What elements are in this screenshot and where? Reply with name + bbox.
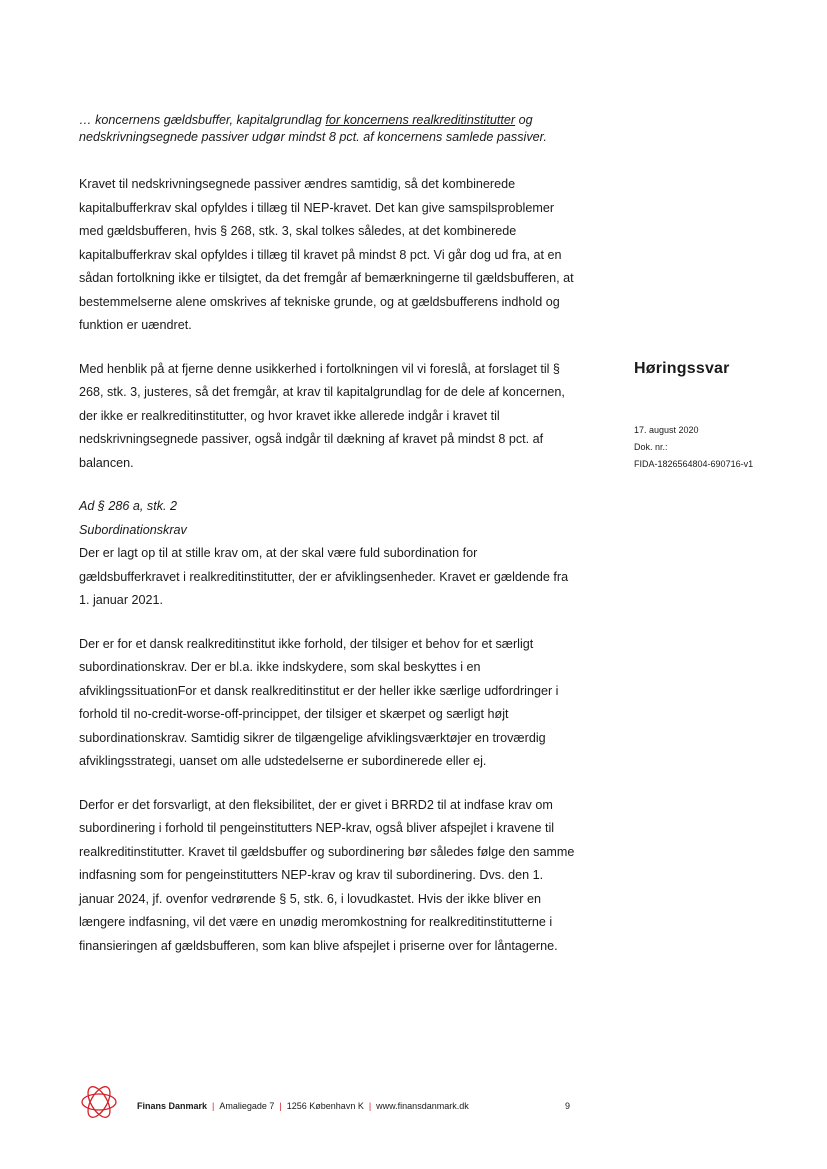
quote-part-1: … koncernens gældsbuffer, kapitalgrundlag bbox=[79, 113, 326, 127]
footer-info bbox=[137, 1101, 469, 1111]
paragraph-2: Med henblik på at fjerne denne usikkerhed i fortolkningen vil vi foreslå, at forslaget til § 268, stk. 3, justeres, så det fremgår, at krav til kapitalgrundlag for de dele af koncernen, der ikke er realkreditinstitutter, og hvor kravet ikke allerede indgår i kravet til nedskrivningsegnede passiver, også indgår til dækning af kravet på mindst 8 pct. af balancen. bbox=[79, 361, 565, 470]
section-heading bbox=[79, 495, 577, 542]
paragraph-3: Der er for et dansk realkreditinstitut ikke forhold, der tilsiger et behov for et særligt subordinationskrav. Der er bl.a. ikke indskydere, som skal beskyttes i en afviklingssituationFor et dansk realkreditinstitut er der heller ikke særlige udfordringer i forhold til no-credit-worse-off-princippet, der tilsiger et skærpet og særligt højt subordinationskrav. Samtidig sikrer de tilgængelige afviklingsværktøjer en troværdig afviklingsstrategi, uanset om alle udstedelserne er subordinerede eller ej. bbox=[79, 636, 559, 768]
footer-postal: 1256 København K bbox=[286, 1101, 364, 1111]
section-body: Der er lagt op til at stille krav om, at der skal være fuld subordination for gældsbufferkravet i realkreditinstitutter, der er afviklingsenheder. Kravet er gældende fra 1. januar 2021. bbox=[79, 546, 569, 607]
quote-underlined: for koncernens realkreditinstitutter bbox=[325, 113, 516, 127]
page-footer bbox=[79, 1082, 679, 1122]
finans-danmark-logo-icon bbox=[79, 1082, 119, 1122]
footer-brand: Finans Danmark bbox=[137, 1101, 208, 1111]
page-number: 9 bbox=[565, 1101, 571, 1111]
footer-address: Amaliegade 7 bbox=[219, 1101, 275, 1111]
quote-part-2: og nedskrivningsegnede passiver udgør mindst 8 pct. af koncernens samlede passiver. bbox=[79, 113, 547, 144]
paragraph-1: Kravet til nedskrivningsegnede passiver ændres samtidig, så det kombinerede kapitalbufferkrav skal opfyldes i tillæg til NEP-kravet. Det kan give samspilsproblemer med gældsbufferen, hvis § 268, stk. 3, skal tolkes således, at det kombinerede kapitalbufferkrav skal opfyldes i tillæg til kravet på mindst 8 pct. Vi går dog ud fra, at en sådan fortolkning ikke er tilsigtet, da det fremgår af bemærkningerne til gældsbufferen, at bestemmelserne alene omskrives af tekniske grunde, og at gældsbufferens indhold og funktion er uændret. bbox=[79, 177, 574, 332]
footer-separator: | bbox=[212, 1101, 215, 1111]
sidebar-doc-number: FIDA-1826564804-690716-v1 bbox=[634, 459, 754, 469]
section-title-2: Subordinationskrav bbox=[79, 522, 187, 537]
sidebar-doc-label: Dok. nr.: bbox=[634, 442, 668, 452]
footer-separator: | bbox=[279, 1101, 282, 1111]
section-title-1: Ad § 286 a, stk. 2 bbox=[79, 499, 178, 513]
sidebar bbox=[634, 360, 814, 473]
sidebar-title: Høringssvar bbox=[634, 360, 730, 377]
main-content bbox=[79, 112, 577, 978]
quoted-text bbox=[79, 112, 577, 145]
sidebar-date: 17. august 2020 bbox=[634, 425, 699, 435]
paragraph-4: Derfor er det forsvarligt, at den fleksibilitet, der er givet i BRRD2 til at indfase krav om subordinering i forhold til pengeinstitutters NEP-krav, også bliver afspejlet i kravene til realkreditinstitutter. Kravet til gældsbuffer og subordinering bør således følge den samme indfasning som for pengeinstitutters NEP-krav og krav til subordinering. Dvs. den 1. januar 2024, jf. ovenfor vedrørende § 5, stk. 6, i lovudkastet. Hvis der ikke bliver en længere indfasning, vil det være en unødig meromkostning for realkreditinstitutterne i finansieringen af gældsbufferen, som kan blive afspejlet i priserne over for låntagerne. bbox=[79, 797, 575, 953]
footer-website-link[interactable]: www.finansdanmark.dk bbox=[376, 1101, 469, 1111]
footer-separator: | bbox=[368, 1101, 372, 1111]
